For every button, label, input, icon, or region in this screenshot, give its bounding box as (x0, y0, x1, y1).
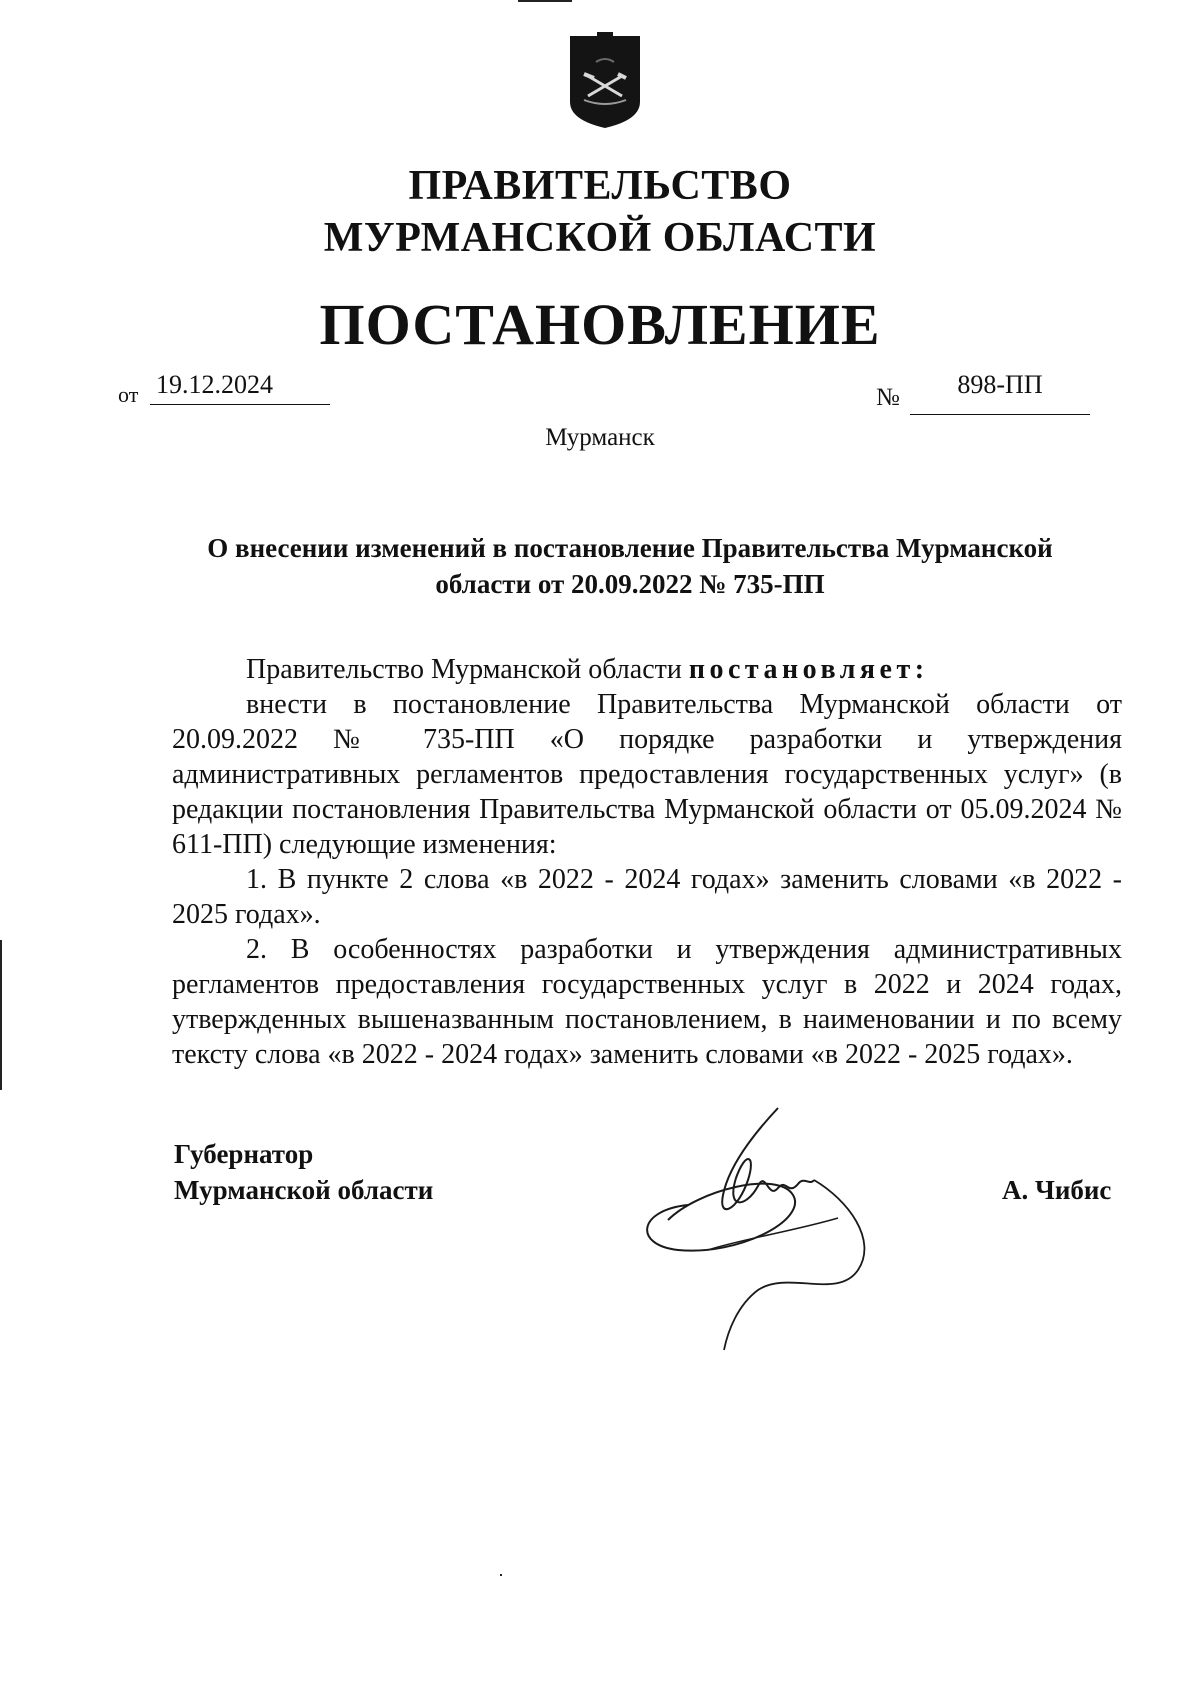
scan-artifact-dot (500, 1574, 502, 1576)
signatory-title-line-1: Губернатор (174, 1139, 314, 1169)
document-subject (150, 530, 1110, 602)
intro-verb: постановляет: (688, 654, 929, 685)
subject-line-2: области от 20.09.2022 № 735-ПП (435, 569, 825, 599)
coat-of-arms-icon (566, 32, 644, 130)
number-label: № (876, 384, 900, 411)
date-label: от (118, 382, 139, 407)
paragraph-item-2: 2. В особенностях разработки и утверждения административных регламентов предоставления государственных услуг в 2022 и 2024 годах, утвержденных вышеназванным постановлением, в наименовании и по всему тексту слова «в 2022 - 2024 годах» заменить словами «в 2022 - 2025 годах». (172, 934, 1122, 1070)
org-line-1: ПРАВИТЕЛЬСТВО (408, 163, 792, 209)
document-type: ПОСТАНОВЛЕНИЕ (319, 292, 881, 357)
signatory-title-line-2: Мурманской области (174, 1175, 434, 1205)
document-body (172, 652, 1122, 1072)
intro-paragraph (172, 652, 1122, 687)
scan-artifact-top (518, 0, 572, 2)
org-line-2: МУРМАНСКОЙ ОБЛАСТИ (323, 215, 877, 261)
document-number: 898-ПП (910, 370, 1090, 415)
intro-text: Правительство Мурманской области (246, 654, 689, 685)
organization-name (0, 160, 1200, 264)
handwritten-signature (628, 1100, 898, 1360)
document-date: 19.12.2024 (150, 370, 330, 405)
subject-line-1: О внесении изменений в постановление Правительства Мурманской (207, 533, 1053, 563)
paragraph-item-1: 1. В пункте 2 слова «в 2022 - 2024 годах» заменить словами «в 2022 - 2025 годах». (172, 864, 1122, 930)
signatory-title (174, 1136, 433, 1208)
city: Мурманск (545, 424, 655, 451)
signatory-name: А. Чибис (1002, 1175, 1112, 1205)
paragraph-main: внести в постановление Правительства Мурманской области от 20.09.2022 № 735-ПП «О порядке разработки и утверждения административных регламентов предоставления государственных услуг» (в редакции постановления Правительства Мурманской области от 05.09.2024 № 611-ПП) следующие изменения: (172, 689, 1122, 860)
scan-artifact-left (0, 940, 2, 1090)
